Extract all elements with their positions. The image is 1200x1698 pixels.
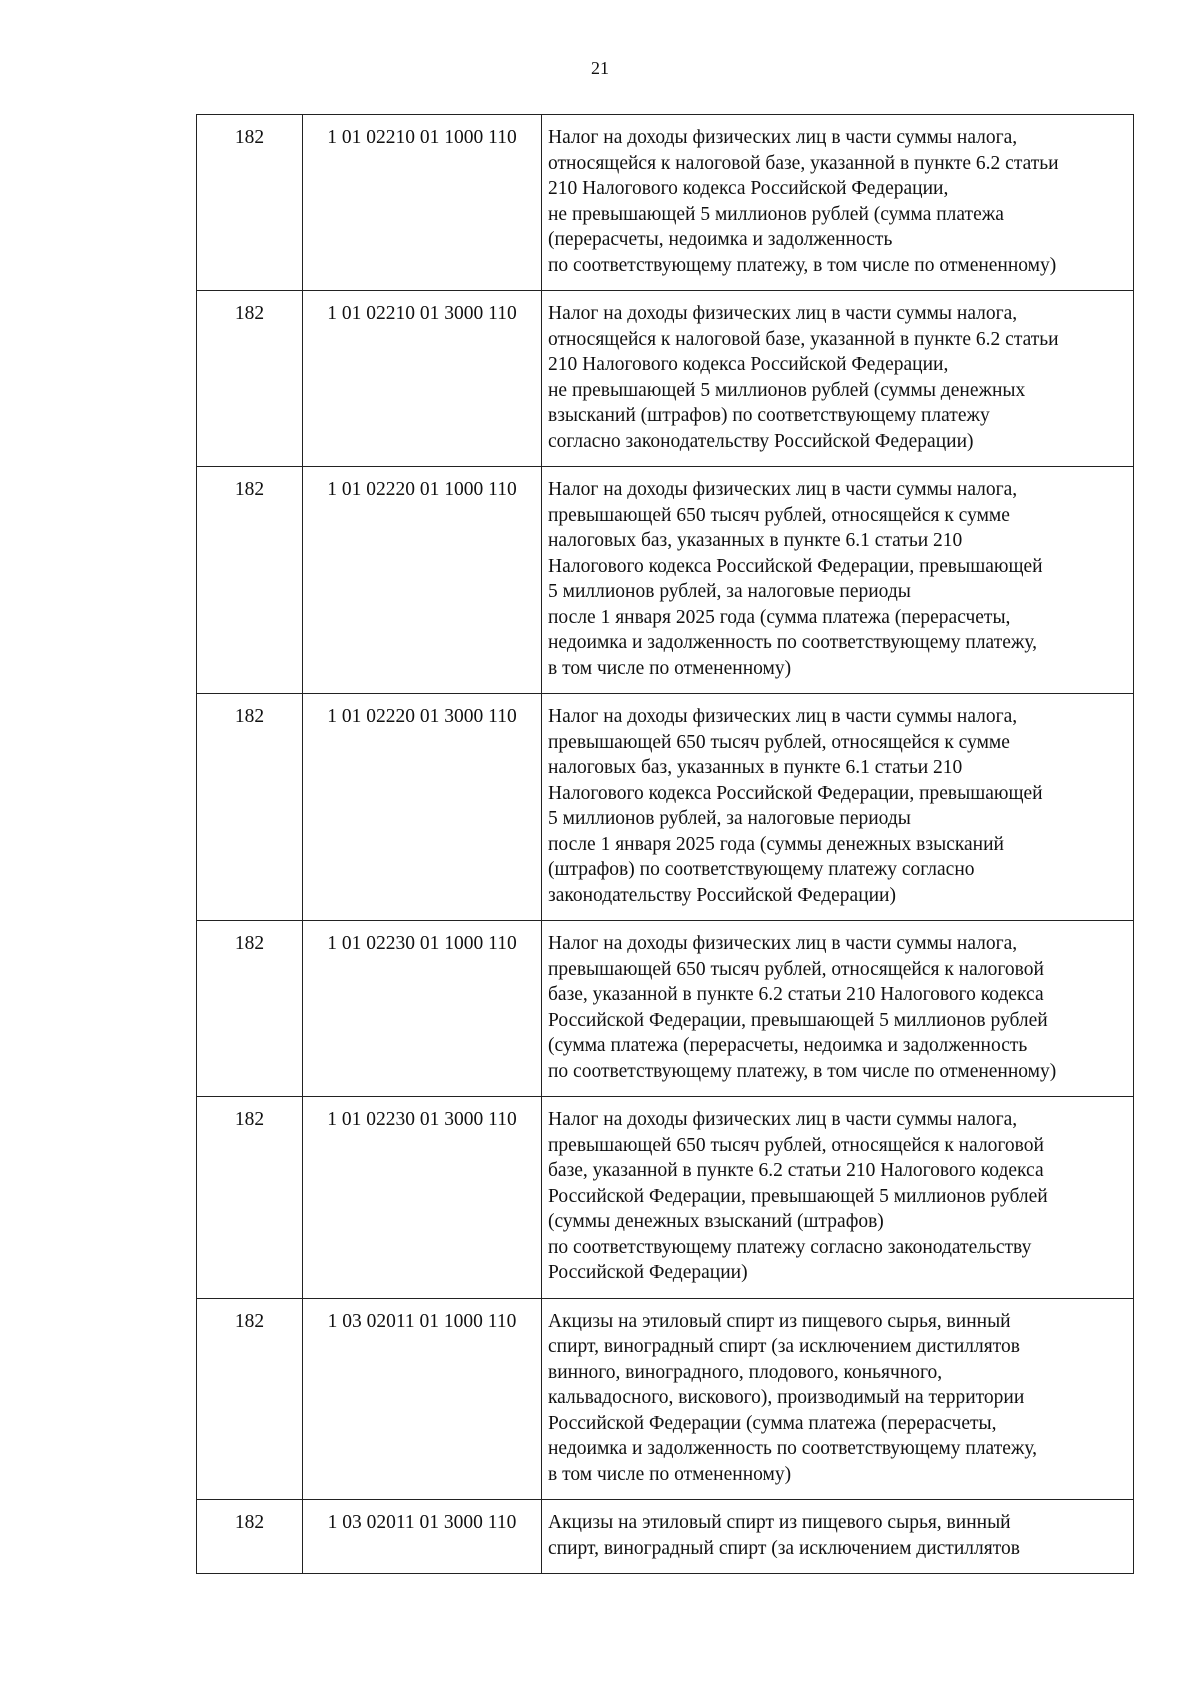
budget-code-cell: 1 01 02210 01 3000 110 (303, 291, 542, 467)
income-name-line: (суммы денежных взысканий (штрафов) (548, 1211, 884, 1232)
income-name-line: спирт, виноградный спирт (за исключением дистиллятов (548, 1336, 1020, 1357)
table-row (197, 694, 1134, 921)
income-name-line: Налог на доходы физических лиц в части суммы налога, (548, 1109, 1018, 1130)
income-name-cell (542, 1298, 1134, 1500)
income-name-line: кальвадосного, вискового), производимый на территории (548, 1387, 1025, 1408)
income-name-line: винного, виноградного, плодового, коньячного, (548, 1361, 943, 1383)
income-name-line: 5 миллионов рублей, за налоговые периоды (548, 808, 911, 829)
page-number: 21 (591, 58, 609, 78)
budget-code-cell: 1 01 02210 01 1000 110 (303, 115, 542, 291)
income-name-line: налоговых баз, указанных в пункте 6.1 статьи 210 (548, 757, 963, 778)
income-name-line: относящейся к налоговой базе, указанной в пункте 6.2 статьи (548, 152, 1059, 174)
income-name-line: превышающей 650 тысяч рублей, относящейся к сумме (548, 731, 1010, 753)
income-name-line: Налог на доходы физических лиц в части суммы налога, (548, 127, 1018, 148)
income-name-cell (542, 1097, 1134, 1299)
budget-code-cell: 1 01 02220 01 3000 110 (303, 694, 542, 921)
budget-code-cell: 1 03 02011 01 3000 110 (303, 1500, 542, 1574)
income-name-line: в том числе по отмененному) (548, 1463, 792, 1485)
income-name-line: Налог на доходы физических лиц в части суммы налога, (548, 479, 1018, 500)
income-name-line: недоимка и задолженность по соответствующему платежу, (548, 632, 1038, 653)
income-name-line: относящейся к налоговой базе, указанной в пункте 6.2 статьи (548, 328, 1059, 350)
income-name-line: превышающей 650 тысяч рублей, относящейся к налоговой (548, 1134, 1044, 1156)
income-name-line: Российской Федерации, превышающей 5 миллионов рублей (548, 1009, 1048, 1031)
income-name-line: 5 миллионов рублей, за налоговые периоды (548, 581, 911, 602)
table-body (197, 115, 1134, 1574)
income-name-cell (542, 694, 1134, 921)
income-name-cell (542, 467, 1134, 694)
income-name-cell (542, 115, 1134, 291)
income-name-line: согласно законодательству Российской Федерации) (548, 430, 974, 452)
income-name-line: базе, указанной в пункте 6.2 статьи 210 Налогового кодекса (548, 1160, 1044, 1181)
income-name-line: Налог на доходы физических лиц в части суммы налога, (548, 303, 1018, 324)
income-name-line: Российской Федерации) (548, 1262, 748, 1283)
income-name-cell (542, 921, 1134, 1097)
administrator-code-cell: 182 (197, 291, 303, 467)
income-name-line: по соответствующему платежу, в том числе по отмененному) (548, 254, 1057, 276)
income-name-cell (542, 1500, 1134, 1574)
income-name-line: после 1 января 2025 года (суммы денежных взысканий (548, 833, 1004, 855)
budget-code-cell: 1 01 02220 01 1000 110 (303, 467, 542, 694)
income-name-line: (штрафов) по соответствующему платежу согласно (548, 859, 975, 880)
administrator-code-cell: 182 (197, 1500, 303, 1574)
administrator-code-cell: 182 (197, 115, 303, 291)
income-name-line: 210 Налогового кодекса Российской Федерации, (548, 178, 949, 199)
budget-code-cell: 1 03 02011 01 1000 110 (303, 1298, 542, 1500)
income-name-line: 210 Налогового кодекса Российской Федерации, (548, 354, 949, 375)
budget-classification-table (196, 114, 1134, 1574)
income-name-cell (542, 291, 1134, 467)
income-name-line: по соответствующему платежу согласно законодательству (548, 1236, 1032, 1258)
table-row (197, 1298, 1134, 1500)
administrator-code-cell: 182 (197, 467, 303, 694)
budget-code-cell: 1 01 02230 01 3000 110 (303, 1097, 542, 1299)
income-name-line: превышающей 650 тысяч рублей, относящейся к налоговой (548, 958, 1044, 980)
income-name-line: (сумма платежа (перерасчеты, недоимка и задолженность (548, 1035, 1028, 1056)
income-name-line: базе, указанной в пункте 6.2 статьи 210 Налогового кодекса (548, 984, 1044, 1005)
income-name-line: недоимка и задолженность по соответствующему платежу, (548, 1438, 1038, 1459)
income-name-line: Акцизы на этиловый спирт из пищевого сырья, винный (548, 1310, 1011, 1332)
table-row (197, 1097, 1134, 1299)
income-name-line: Акцизы на этиловый спирт из пищевого сырья, винный (548, 1512, 1011, 1533)
income-name-line: налоговых баз, указанных в пункте 6.1 статьи 210 (548, 530, 963, 551)
income-name-line: после 1 января 2025 года (сумма платежа (перерасчеты, (548, 606, 1011, 628)
administrator-code-cell: 182 (197, 694, 303, 921)
income-name-line: Налог на доходы физических лиц в части суммы налога, (548, 933, 1018, 954)
income-name-line: спирт, виноградный спирт (за исключением дистиллятов (548, 1537, 1020, 1559)
budget-code-cell: 1 01 02230 01 1000 110 (303, 921, 542, 1097)
income-name-line: (перерасчеты, недоимка и задолженность (548, 229, 893, 250)
income-name-line: взысканий (штрафов) по соответствующему платежу (548, 405, 990, 426)
income-name-line: законодательству Российской Федерации) (548, 884, 896, 906)
table-row (197, 115, 1134, 291)
table-row (197, 921, 1134, 1097)
income-name-line: превышающей 650 тысяч рублей, относящейся к сумме (548, 504, 1010, 526)
income-name-line: по соответствующему платежу, в том числе по отмененному) (548, 1060, 1057, 1082)
table-row (197, 467, 1134, 694)
income-name-line: не превышающей 5 миллионов рублей (суммы денежных (548, 379, 1026, 401)
income-name-line: в том числе по отмененному) (548, 657, 792, 679)
table-row (197, 291, 1134, 467)
income-name-line: Налог на доходы физических лиц в части суммы налога, (548, 706, 1018, 727)
income-name-line: Российской Федерации (сумма платежа (перерасчеты, (548, 1412, 997, 1434)
income-name-line: Налогового кодекса Российской Федерации, превышающей (548, 555, 1043, 577)
income-name-line: Налогового кодекса Российской Федерации, превышающей (548, 782, 1043, 804)
administrator-code-cell: 182 (197, 1298, 303, 1500)
administrator-code-cell: 182 (197, 1097, 303, 1299)
income-name-line: Российской Федерации, превышающей 5 миллионов рублей (548, 1185, 1048, 1207)
income-name-line: не превышающей 5 миллионов рублей (сумма платежа (548, 203, 1004, 225)
administrator-code-cell: 182 (197, 921, 303, 1097)
table-row (197, 1500, 1134, 1574)
